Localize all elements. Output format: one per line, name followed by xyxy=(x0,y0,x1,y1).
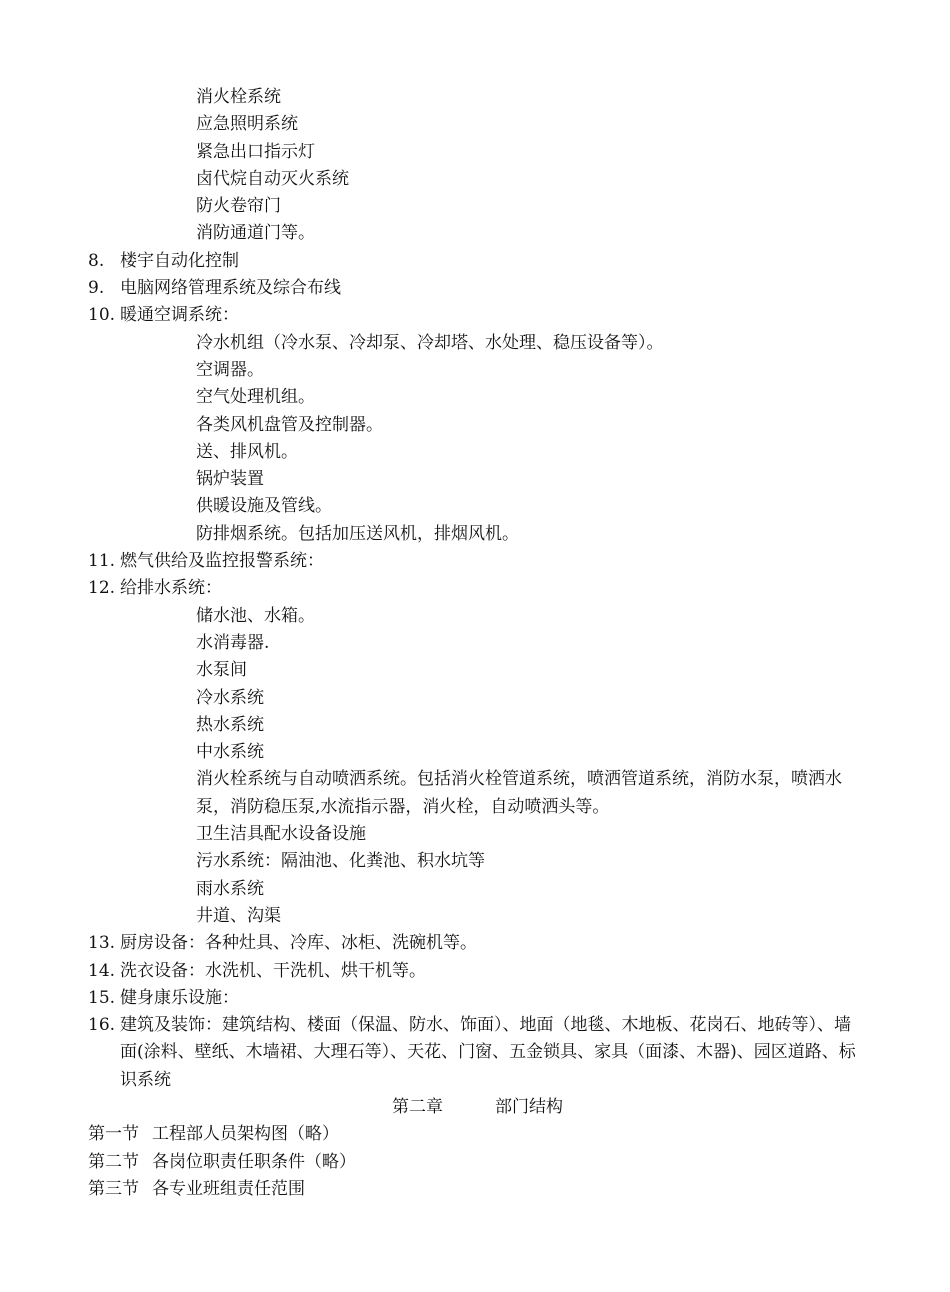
list-number: 12. xyxy=(88,578,116,599)
section-heading xyxy=(0,1176,950,1203)
water-item: 储水池、水箱。 xyxy=(196,605,315,626)
hvac-item: 冷水机组（冷水泵、冷却泵、冷却塔、水处理、稳压设备等）。 xyxy=(196,332,664,353)
list-number: 13. xyxy=(88,933,116,954)
list-number: 10. xyxy=(88,305,116,326)
fire-item: 卤代烷自动灭火系统 xyxy=(196,168,349,189)
section-title: 工程部人员架构图（略） xyxy=(152,1124,339,1145)
fire-item: 防火卷帘门 xyxy=(196,196,281,217)
section-title: 各专业班组责任范围 xyxy=(152,1178,305,1199)
section-number: 第二节 xyxy=(88,1151,139,1172)
list-number: 16. xyxy=(88,1015,116,1036)
list-item-12 xyxy=(0,575,950,602)
list-number: 9. xyxy=(88,278,105,299)
document-page xyxy=(0,84,950,1203)
hvac-item: 空气处理机组。 xyxy=(196,387,315,408)
list-item-9 xyxy=(0,275,950,302)
hvac-item: 各类风机盘管及控制器。 xyxy=(196,414,383,435)
water-item: 冷水系统 xyxy=(196,687,264,708)
water-item: 井道、沟渠 xyxy=(196,905,281,926)
list-item-13 xyxy=(0,930,950,957)
chapter-title: 部门结构 xyxy=(495,1096,563,1117)
list-item-15 xyxy=(0,985,950,1012)
chapter-number: 第二章 xyxy=(392,1096,443,1117)
list-text: 电脑网络管理系统及综合布线 xyxy=(120,278,341,299)
hvac-item: 空调器。 xyxy=(196,359,264,380)
section-heading xyxy=(0,1149,950,1176)
section-title: 各岗位职责任职条件（略） xyxy=(152,1151,356,1172)
list-text: 厨房设备：各种灶具、冷库、冰柜、洗碗机等。 xyxy=(120,933,477,954)
fire-item: 消火栓系统 xyxy=(196,87,281,107)
fire-item: 消防通道门等。 xyxy=(196,223,315,244)
chapter-heading xyxy=(0,1094,950,1121)
list-text: 暖通空调系统： xyxy=(120,305,239,326)
list-text: 给排水系统： xyxy=(120,578,222,599)
hvac-item: 锅炉装置 xyxy=(196,469,264,490)
list-text: 楼宇自动化控制 xyxy=(120,250,239,271)
list-text: 燃气供给及监控报警系统： xyxy=(120,551,324,572)
water-item: 卫生洁具配水设备设施 xyxy=(196,824,366,845)
list-number: 15. xyxy=(88,987,116,1008)
list-text: 建筑及装饰：建筑结构、楼面（保温、防水、饰面）、地面（地毯、木地板、花岗石、地砖等）、墙面(涂料、壁纸、木墙裙、大理石等）、天花、门窗、五金锁具、家具（面漆、木器)、园区道路、标识系统 xyxy=(120,1015,856,1090)
water-item: 水消毒器. xyxy=(196,632,270,653)
list-number: 14. xyxy=(88,960,116,981)
fire-item: 应急照明系统 xyxy=(196,114,298,135)
list-number: 11. xyxy=(88,551,116,572)
fire-item: 紧急出口指示灯 xyxy=(196,141,315,162)
list-item-11 xyxy=(0,548,950,575)
list-text: 健身康乐设施： xyxy=(120,987,239,1008)
list-text: 洗衣设备：水洗机、干洗机、烘干机等。 xyxy=(120,960,426,981)
hvac-item: 防排烟系统。包括加压送风机，排烟风机。 xyxy=(196,523,519,544)
list-item-8 xyxy=(0,248,950,275)
section-number: 第一节 xyxy=(88,1124,139,1145)
list-item-14 xyxy=(0,958,950,985)
water-item: 热水系统 xyxy=(196,714,264,735)
section-heading xyxy=(0,1121,950,1148)
section-number: 第三节 xyxy=(88,1178,139,1199)
hvac-item: 送、排风机。 xyxy=(196,441,298,462)
water-sprinkler-item: 消火栓系统与自动喷洒系统。包括消火栓管道系统，喷洒管道系统，消防水泵，喷洒水泵，消防稳压泵,水流指示器，消火栓，自动喷洒头等。 xyxy=(196,769,842,817)
water-item: 雨水系统 xyxy=(196,878,264,899)
hvac-item: 供暖设施及管线。 xyxy=(196,496,332,517)
water-item: 污水系统：隔油池、化粪池、积水坑等 xyxy=(196,851,485,872)
water-item: 中水系统 xyxy=(196,742,264,763)
water-item: 水泵间 xyxy=(196,660,247,681)
list-item-16 xyxy=(0,1012,862,1094)
list-number: 8. xyxy=(88,250,105,271)
list-item-10 xyxy=(0,302,950,329)
